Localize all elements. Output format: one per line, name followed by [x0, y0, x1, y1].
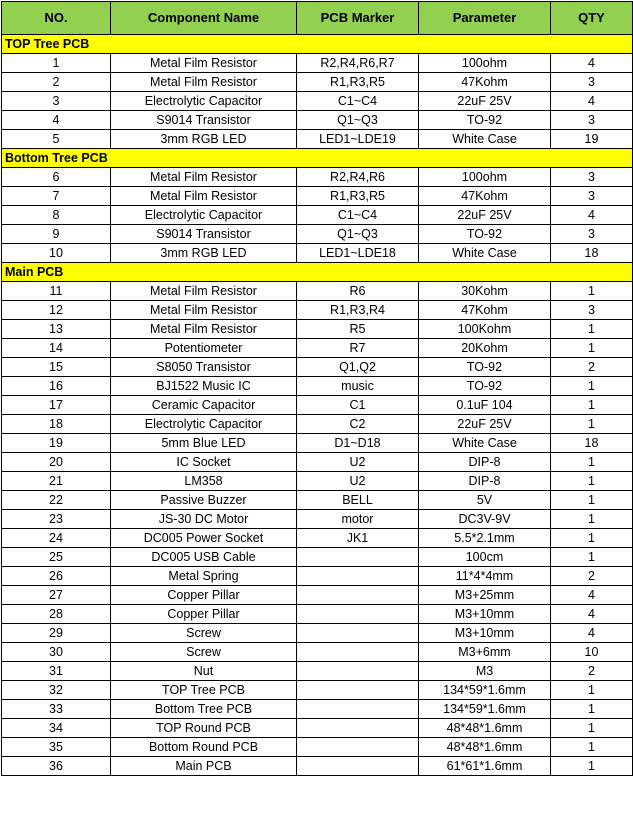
cell-component-name: Metal Film Resistor [111, 320, 297, 339]
column-header-no: NO. [2, 2, 111, 35]
cell-component-name: Electrolytic Capacitor [111, 92, 297, 111]
section-title: Bottom Tree PCB [2, 149, 633, 168]
cell-qty: 1 [551, 491, 633, 510]
cell-qty: 3 [551, 225, 633, 244]
cell-component-name: 5mm Blue LED [111, 434, 297, 453]
cell-no: 5 [2, 130, 111, 149]
cell-pcb-marker [297, 567, 419, 586]
cell-component-name: Copper Pillar [111, 586, 297, 605]
cell-component-name: Metal Film Resistor [111, 54, 297, 73]
cell-parameter: DIP-8 [419, 472, 551, 491]
cell-component-name: S9014 Transistor [111, 111, 297, 130]
cell-parameter: 5.5*2.1mm [419, 529, 551, 548]
cell-component-name: S8050 Transistor [111, 358, 297, 377]
cell-pcb-marker: R1,R3,R5 [297, 73, 419, 92]
cell-parameter: TO-92 [419, 111, 551, 130]
cell-pcb-marker: C1 [297, 396, 419, 415]
cell-component-name: Metal Spring [111, 567, 297, 586]
cell-component-name: Metal Film Resistor [111, 187, 297, 206]
cell-no: 3 [2, 92, 111, 111]
cell-parameter: M3+10mm [419, 624, 551, 643]
cell-pcb-marker: C1~C4 [297, 206, 419, 225]
cell-no: 21 [2, 472, 111, 491]
cell-component-name: 3mm RGB LED [111, 244, 297, 263]
column-header-pcb-marker: PCB Marker [297, 2, 419, 35]
cell-component-name: Main PCB [111, 757, 297, 776]
table-row [2, 586, 633, 605]
cell-parameter: 61*61*1.6mm [419, 757, 551, 776]
cell-parameter: 48*48*1.6mm [419, 738, 551, 757]
cell-pcb-marker: R1,R3,R4 [297, 301, 419, 320]
cell-qty: 3 [551, 301, 633, 320]
cell-no: 23 [2, 510, 111, 529]
cell-parameter: 47Kohm [419, 187, 551, 206]
cell-component-name: TOP Tree PCB [111, 681, 297, 700]
table-row [2, 377, 633, 396]
cell-parameter: TO-92 [419, 358, 551, 377]
cell-qty: 10 [551, 643, 633, 662]
column-header-parameter: Parameter [419, 2, 551, 35]
cell-qty: 1 [551, 339, 633, 358]
cell-no: 2 [2, 73, 111, 92]
cell-no: 1 [2, 54, 111, 73]
cell-qty: 1 [551, 738, 633, 757]
cell-qty: 1 [551, 396, 633, 415]
cell-component-name: Ceramic Capacitor [111, 396, 297, 415]
cell-pcb-marker: R7 [297, 339, 419, 358]
table-row [2, 472, 633, 491]
cell-qty: 2 [551, 662, 633, 681]
cell-qty: 1 [551, 377, 633, 396]
cell-parameter: White Case [419, 434, 551, 453]
table-row [2, 662, 633, 681]
cell-component-name: Copper Pillar [111, 605, 297, 624]
cell-parameter: 48*48*1.6mm [419, 719, 551, 738]
cell-no: 33 [2, 700, 111, 719]
cell-parameter: 47Kohm [419, 73, 551, 92]
cell-pcb-marker [297, 548, 419, 567]
cell-parameter: 5V [419, 491, 551, 510]
cell-qty: 18 [551, 244, 633, 263]
cell-parameter: 22uF 25V [419, 92, 551, 111]
table-row [2, 434, 633, 453]
cell-pcb-marker: U2 [297, 472, 419, 491]
cell-pcb-marker: motor [297, 510, 419, 529]
table-body [2, 35, 633, 776]
section-header-row [2, 263, 633, 282]
cell-pcb-marker: Q1,Q2 [297, 358, 419, 377]
cell-no: 8 [2, 206, 111, 225]
section-title: Main PCB [2, 263, 633, 282]
cell-no: 34 [2, 719, 111, 738]
cell-no: 36 [2, 757, 111, 776]
cell-component-name: Metal Film Resistor [111, 301, 297, 320]
cell-qty: 3 [551, 168, 633, 187]
cell-component-name: Metal Film Resistor [111, 282, 297, 301]
column-header-component-name: Component Name [111, 2, 297, 35]
cell-no: 25 [2, 548, 111, 567]
cell-qty: 4 [551, 586, 633, 605]
cell-pcb-marker [297, 643, 419, 662]
header-row [2, 2, 633, 35]
cell-no: 7 [2, 187, 111, 206]
table-row [2, 700, 633, 719]
cell-pcb-marker: Q1~Q3 [297, 225, 419, 244]
cell-pcb-marker: R2,R4,R6 [297, 168, 419, 187]
table-row [2, 73, 633, 92]
cell-pcb-marker [297, 681, 419, 700]
cell-qty: 1 [551, 681, 633, 700]
cell-component-name: JS-30 DC Motor [111, 510, 297, 529]
cell-parameter: 100Kohm [419, 320, 551, 339]
cell-component-name: Screw [111, 624, 297, 643]
cell-qty: 4 [551, 92, 633, 111]
table-row [2, 225, 633, 244]
cell-no: 16 [2, 377, 111, 396]
cell-parameter: 30Kohm [419, 282, 551, 301]
cell-pcb-marker [297, 738, 419, 757]
cell-parameter: M3+10mm [419, 605, 551, 624]
cell-parameter: M3+6mm [419, 643, 551, 662]
cell-component-name: LM358 [111, 472, 297, 491]
cell-qty: 3 [551, 73, 633, 92]
cell-pcb-marker: R1,R3,R5 [297, 187, 419, 206]
column-header-qty: QTY [551, 2, 633, 35]
table-row [2, 548, 633, 567]
cell-pcb-marker: R2,R4,R6,R7 [297, 54, 419, 73]
cell-no: 15 [2, 358, 111, 377]
cell-qty: 2 [551, 358, 633, 377]
cell-parameter: 20Kohm [419, 339, 551, 358]
cell-component-name: Bottom Round PCB [111, 738, 297, 757]
section-title: TOP Tree PCB [2, 35, 633, 54]
cell-qty: 1 [551, 320, 633, 339]
table-row [2, 510, 633, 529]
cell-qty: 3 [551, 187, 633, 206]
cell-component-name: TOP Round PCB [111, 719, 297, 738]
table-row [2, 320, 633, 339]
cell-no: 14 [2, 339, 111, 358]
cell-no: 19 [2, 434, 111, 453]
cell-pcb-marker: JK1 [297, 529, 419, 548]
cell-qty: 4 [551, 624, 633, 643]
cell-no: 27 [2, 586, 111, 605]
cell-parameter: 134*59*1.6mm [419, 700, 551, 719]
cell-pcb-marker: R6 [297, 282, 419, 301]
cell-pcb-marker: LED1~LDE19 [297, 130, 419, 149]
cell-parameter: DC3V-9V [419, 510, 551, 529]
cell-qty: 1 [551, 719, 633, 738]
cell-parameter: M3 [419, 662, 551, 681]
table-row [2, 130, 633, 149]
cell-pcb-marker [297, 757, 419, 776]
cell-component-name: DC005 Power Socket [111, 529, 297, 548]
section-header-row [2, 149, 633, 168]
table-row [2, 54, 633, 73]
table-row [2, 757, 633, 776]
cell-qty: 1 [551, 282, 633, 301]
cell-qty: 1 [551, 529, 633, 548]
table-row [2, 415, 633, 434]
section-header-row [2, 35, 633, 54]
cell-component-name: Nut [111, 662, 297, 681]
cell-parameter: TO-92 [419, 377, 551, 396]
cell-qty: 18 [551, 434, 633, 453]
cell-component-name: Potentiometer [111, 339, 297, 358]
cell-parameter: 22uF 25V [419, 206, 551, 225]
cell-parameter: 0.1uF 104 [419, 396, 551, 415]
cell-component-name: S9014 Transistor [111, 225, 297, 244]
table-row [2, 282, 633, 301]
cell-pcb-marker: BELL [297, 491, 419, 510]
cell-parameter: 22uF 25V [419, 415, 551, 434]
cell-qty: 4 [551, 54, 633, 73]
cell-pcb-marker [297, 719, 419, 738]
cell-no: 26 [2, 567, 111, 586]
cell-pcb-marker: LED1~LDE18 [297, 244, 419, 263]
cell-no: 29 [2, 624, 111, 643]
cell-component-name: Bottom Tree PCB [111, 700, 297, 719]
cell-parameter: White Case [419, 244, 551, 263]
cell-pcb-marker [297, 662, 419, 681]
cell-component-name: DC005 USB Cable [111, 548, 297, 567]
cell-pcb-marker: C1~C4 [297, 92, 419, 111]
cell-qty: 19 [551, 130, 633, 149]
cell-pcb-marker: U2 [297, 453, 419, 472]
cell-component-name: Metal Film Resistor [111, 73, 297, 92]
cell-no: 17 [2, 396, 111, 415]
cell-qty: 2 [551, 567, 633, 586]
cell-component-name: Passive Buzzer [111, 491, 297, 510]
cell-pcb-marker [297, 700, 419, 719]
table-row [2, 567, 633, 586]
table-row [2, 738, 633, 757]
cell-pcb-marker: C2 [297, 415, 419, 434]
cell-parameter: 100ohm [419, 168, 551, 187]
table-row [2, 453, 633, 472]
table-row [2, 529, 633, 548]
cell-qty: 3 [551, 111, 633, 130]
table-row [2, 92, 633, 111]
cell-qty: 4 [551, 206, 633, 225]
cell-no: 31 [2, 662, 111, 681]
cell-qty: 1 [551, 510, 633, 529]
cell-parameter: 134*59*1.6mm [419, 681, 551, 700]
table-row [2, 491, 633, 510]
cell-component-name: BJ1522 Music IC [111, 377, 297, 396]
cell-no: 13 [2, 320, 111, 339]
cell-no: 18 [2, 415, 111, 434]
table-header [2, 2, 633, 35]
cell-component-name: 3mm RGB LED [111, 130, 297, 149]
cell-qty: 1 [551, 415, 633, 434]
cell-no: 11 [2, 282, 111, 301]
cell-pcb-marker: Q1~Q3 [297, 111, 419, 130]
cell-parameter: M3+25mm [419, 586, 551, 605]
cell-parameter: DIP-8 [419, 453, 551, 472]
cell-parameter: 11*4*4mm [419, 567, 551, 586]
table-row [2, 111, 633, 130]
cell-no: 12 [2, 301, 111, 320]
cell-no: 24 [2, 529, 111, 548]
cell-component-name: Electrolytic Capacitor [111, 206, 297, 225]
cell-qty: 1 [551, 472, 633, 491]
cell-pcb-marker: D1~D18 [297, 434, 419, 453]
cell-pcb-marker [297, 605, 419, 624]
cell-parameter: 47Kohm [419, 301, 551, 320]
cell-qty: 1 [551, 757, 633, 776]
table-row [2, 301, 633, 320]
cell-pcb-marker [297, 586, 419, 605]
table-row [2, 624, 633, 643]
cell-no: 20 [2, 453, 111, 472]
table-row [2, 358, 633, 377]
table-row [2, 681, 633, 700]
cell-pcb-marker [297, 624, 419, 643]
cell-pcb-marker: music [297, 377, 419, 396]
cell-no: 6 [2, 168, 111, 187]
cell-no: 30 [2, 643, 111, 662]
table-row [2, 643, 633, 662]
cell-no: 35 [2, 738, 111, 757]
table-row [2, 244, 633, 263]
cell-qty: 4 [551, 605, 633, 624]
table-row [2, 719, 633, 738]
cell-no: 28 [2, 605, 111, 624]
cell-no: 9 [2, 225, 111, 244]
cell-pcb-marker: R5 [297, 320, 419, 339]
bom-table [1, 1, 633, 776]
cell-parameter: White Case [419, 130, 551, 149]
table-row [2, 605, 633, 624]
cell-component-name: Screw [111, 643, 297, 662]
cell-parameter: TO-92 [419, 225, 551, 244]
cell-component-name: IC Socket [111, 453, 297, 472]
cell-no: 32 [2, 681, 111, 700]
table-row [2, 206, 633, 225]
cell-qty: 1 [551, 548, 633, 567]
table-row [2, 187, 633, 206]
cell-component-name: Metal Film Resistor [111, 168, 297, 187]
cell-no: 10 [2, 244, 111, 263]
cell-component-name: Electrolytic Capacitor [111, 415, 297, 434]
cell-qty: 1 [551, 453, 633, 472]
cell-parameter: 100ohm [419, 54, 551, 73]
cell-no: 4 [2, 111, 111, 130]
cell-qty: 1 [551, 700, 633, 719]
table-row [2, 339, 633, 358]
cell-no: 22 [2, 491, 111, 510]
cell-parameter: 100cm [419, 548, 551, 567]
table-row [2, 168, 633, 187]
table-row [2, 396, 633, 415]
